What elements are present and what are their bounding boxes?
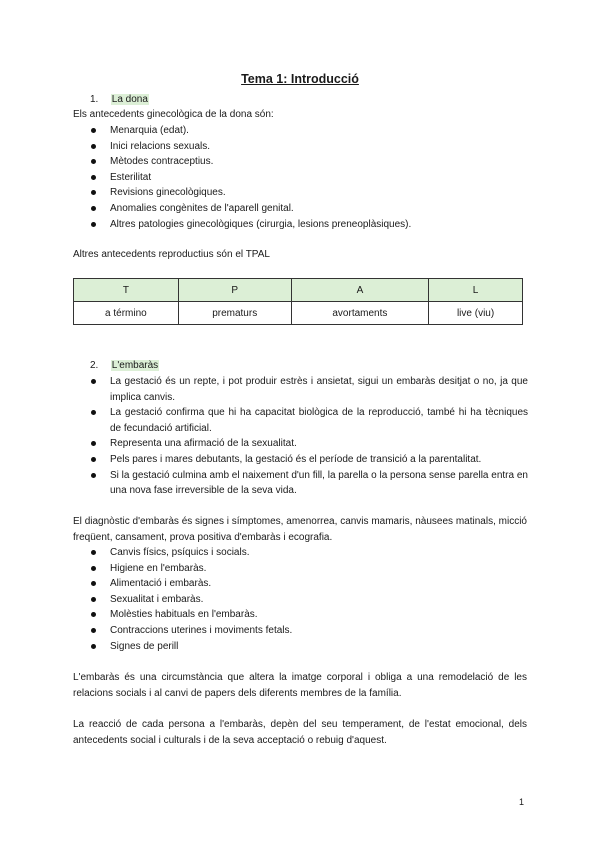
list-item: La gestació confirma que hi ha capacitat biològica de la reproducció, també hi ha tècniques de fecundació artificial. <box>90 405 528 436</box>
diagnosis-paragraph: El diagnòstic d'embaràs és signes i símptomes, amenorrea, canvis mamaris, nàusees matinals, micció freqüent, cansament, prova positiva d'embaràs i ecografia. <box>73 516 527 543</box>
bullet-icon <box>91 222 96 227</box>
bullet-icon <box>91 581 96 586</box>
table-cell: a término <box>74 302 179 325</box>
reaction-paragraph: La reacció de cada persona a l'embaràs, depèn del seu temperament, de l'estat emocional, dels antecedents social i culturals i de la seva acceptació o rebuig d'aquest. <box>73 719 527 746</box>
bullet-icon <box>91 550 96 555</box>
bullet-icon <box>91 457 96 462</box>
tpal-table <box>73 278 523 325</box>
antecedents-list <box>90 123 528 232</box>
bullet-icon <box>91 473 96 478</box>
section-title: L'embaràs <box>111 360 159 371</box>
list-item: Inici relacions sexuals. <box>90 139 528 155</box>
bullet-icon <box>91 144 96 149</box>
bullet-icon <box>91 190 96 195</box>
table-header-row <box>74 279 523 302</box>
list-item: Higiene en l'embaràs. <box>90 561 528 577</box>
bullet-icon <box>91 206 96 211</box>
list-item: Contraccions uterines i moviments fetals. <box>90 623 528 639</box>
list-item: Altres patologies ginecològiques (cirurgia, lesions preneoplàsiques). <box>90 217 528 233</box>
list-item: Signes de perill <box>90 639 528 655</box>
list-item: La gestació és un repte, i pot produir estrès i ansietat, sigui un embaràs desitjat o no, ja que implica canvis. <box>90 374 528 405</box>
bullet-icon <box>91 159 96 164</box>
bullet-icon <box>91 175 96 180</box>
list-item: Molèsties habituals en l'embaràs. <box>90 607 528 623</box>
list-item: Canvis físics, psíquics i socials. <box>90 545 528 561</box>
bullet-icon <box>91 410 96 415</box>
table-cell: prematurs <box>178 302 291 325</box>
bullet-icon <box>91 628 96 633</box>
section-number: 2. <box>90 360 99 371</box>
embaras-list <box>90 374 528 499</box>
bullet-icon <box>91 441 96 446</box>
section-heading-la-dona <box>90 94 149 105</box>
table-header-cell: T <box>74 279 179 302</box>
list-item: Pels pares i mares debutants, la gestació és el període de transició a la parentalitat. <box>90 452 528 468</box>
section-title: La dona <box>111 94 148 105</box>
topics-list <box>90 545 528 654</box>
list-item: Revisions ginecològiques. <box>90 185 528 201</box>
body-image-paragraph: L'embaràs és una circumstància que altera la imatge corporal i obliga a una remodelació de les relacions socials i al canvi de papers dels diferents membres de la família. <box>73 672 527 699</box>
bullet-icon <box>91 128 96 133</box>
table-header-cell: L <box>429 279 523 302</box>
document-title: Tema 1: Introducció <box>241 72 359 86</box>
bullet-icon <box>91 644 96 649</box>
page-number: 1 <box>519 797 525 807</box>
tpal-intro: Altres antecedents reproductius són el TPAL <box>73 249 270 260</box>
section-heading-embaras <box>90 360 159 371</box>
list-item: Esterilitat <box>90 170 528 186</box>
section-number: 1. <box>90 94 99 105</box>
bullet-icon <box>91 597 96 602</box>
table-header-cell: P <box>178 279 291 302</box>
section1-intro: Els antecedents ginecològica de la dona són: <box>73 109 274 120</box>
list-item: Si la gestació culmina amb el naixement d'un fill, la parella o la persona sense parella entra en una nova fase irreversible de la seva vida. <box>90 468 528 499</box>
list-item: Alimentació i embaràs. <box>90 576 528 592</box>
list-item: Menarquia (edat). <box>90 123 528 139</box>
list-item: Anomalies congènites de l'aparell genital. <box>90 201 528 217</box>
list-item: Representa una afirmació de la sexualitat. <box>90 436 528 452</box>
list-item: Sexualitat i embaràs. <box>90 592 528 608</box>
bullet-icon <box>91 612 96 617</box>
table-header-cell: A <box>291 279 428 302</box>
table-row <box>74 302 523 325</box>
table-cell: avortaments <box>291 302 428 325</box>
bullet-icon <box>91 566 96 571</box>
list-item: Mètodes contraceptius. <box>90 154 528 170</box>
table-cell: live (viu) <box>429 302 523 325</box>
bullet-icon <box>91 379 96 384</box>
